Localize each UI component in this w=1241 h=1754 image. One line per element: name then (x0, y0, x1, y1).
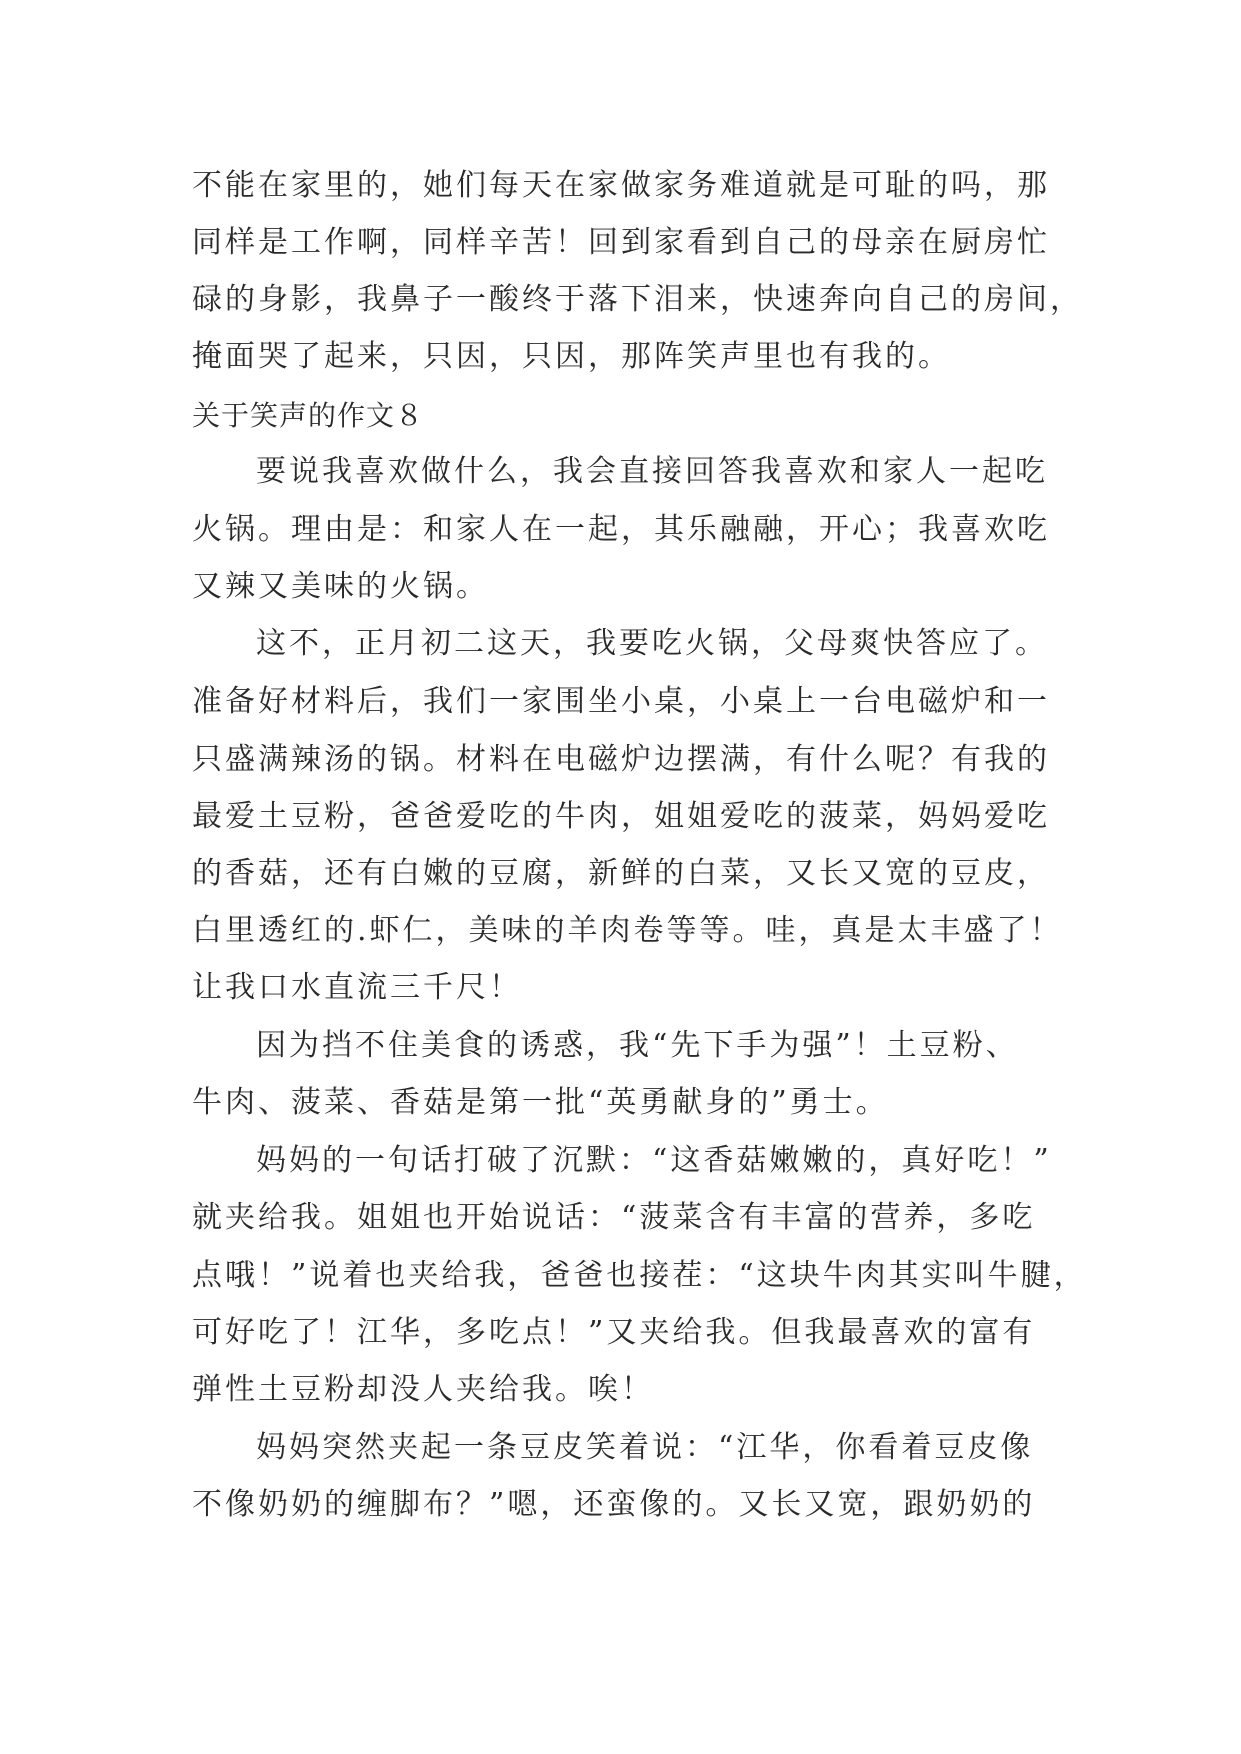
text-line: 准备好材料后，我们一家围坐小桌，小桌上一台电磁炉和一 (192, 684, 1050, 719)
text-line: 白里透红的.虾仁，美味的羊肉卷等等。哇，真是太丰盛了！ (192, 913, 1063, 948)
text-line: 牛肉、菠菜、香菇是第一批“英勇献身的”勇士。 (192, 1085, 889, 1120)
text-line: 最爱土豆粉，爸爸爱吃的牛肉，姐姐爱吃的菠菜，妈妈爱吃 (192, 799, 1050, 834)
text-line: 让我口水直流三千尺！ (192, 970, 522, 1005)
text-line: 又辣又美味的火锅。 (192, 569, 489, 604)
text-line: 不像奶奶的缠脚布？”嗯，还蛮像的。又长又宽，跟奶奶的 (192, 1487, 1036, 1522)
text-line: 只盛满辣汤的锅。材料在电磁炉边摆满，有什么呢？有我的 (192, 742, 1050, 777)
text-line: 的香菇，还有白嫩的豆腐，新鲜的白菜，又长又宽的豆皮， (192, 856, 1050, 891)
paragraph-first-line: 妈妈突然夹起一条豆皮笑着说：“江华，你看着豆皮像 (256, 1430, 1034, 1465)
paragraph-first-line: 这不，正月初二这天，我要吃火锅，父母爽快答应了。 (256, 626, 1048, 661)
paragraph-first-line: 妈妈的一句话打破了沉默：“这香菇嫩嫩的，真好吃！” (256, 1143, 1052, 1178)
text-line: 可好吃了！江华，多吃点！”又夹给我。但我最喜欢的富有 (192, 1315, 1036, 1350)
text-line: 同样是工作啊，同样辛苦！回到家看到自己的母亲在厨房忙 (192, 225, 1050, 260)
text-line: 不能在家里的，她们每天在家做家务难道就是可耻的吗，那 (192, 168, 1050, 203)
section-heading: 关于笑声的作文８ (192, 399, 425, 432)
text-line: 碌的身影，我鼻子一酸终于落下泪来，快速奔向自己的房间， (192, 282, 1083, 317)
text-line: 就夹给我。姐姐也开始说话：“菠菜含有丰富的营养，多吃 (192, 1200, 1036, 1235)
text-line: 火锅。理由是：和家人在一起，其乐融融，开心；我喜欢吃 (192, 512, 1050, 547)
text-line: 掩面哭了起来，只因，只因，那阵笑声里也有我的。 (192, 339, 951, 374)
paragraph-first-line: 因为挡不住美食的诱惑，我“先下手为强”！土豆粉、 (256, 1028, 1019, 1063)
text-line: 点哦！”说着也夹给我，爸爸也接茬：“这块牛肉其实叫牛腱， (192, 1258, 1087, 1293)
paragraph-first-line: 要说我喜欢做什么，我会直接回答我喜欢和家人一起吃 (256, 454, 1048, 489)
text-line: 弹性土豆粉却没人夹给我。唉！ (192, 1372, 654, 1407)
